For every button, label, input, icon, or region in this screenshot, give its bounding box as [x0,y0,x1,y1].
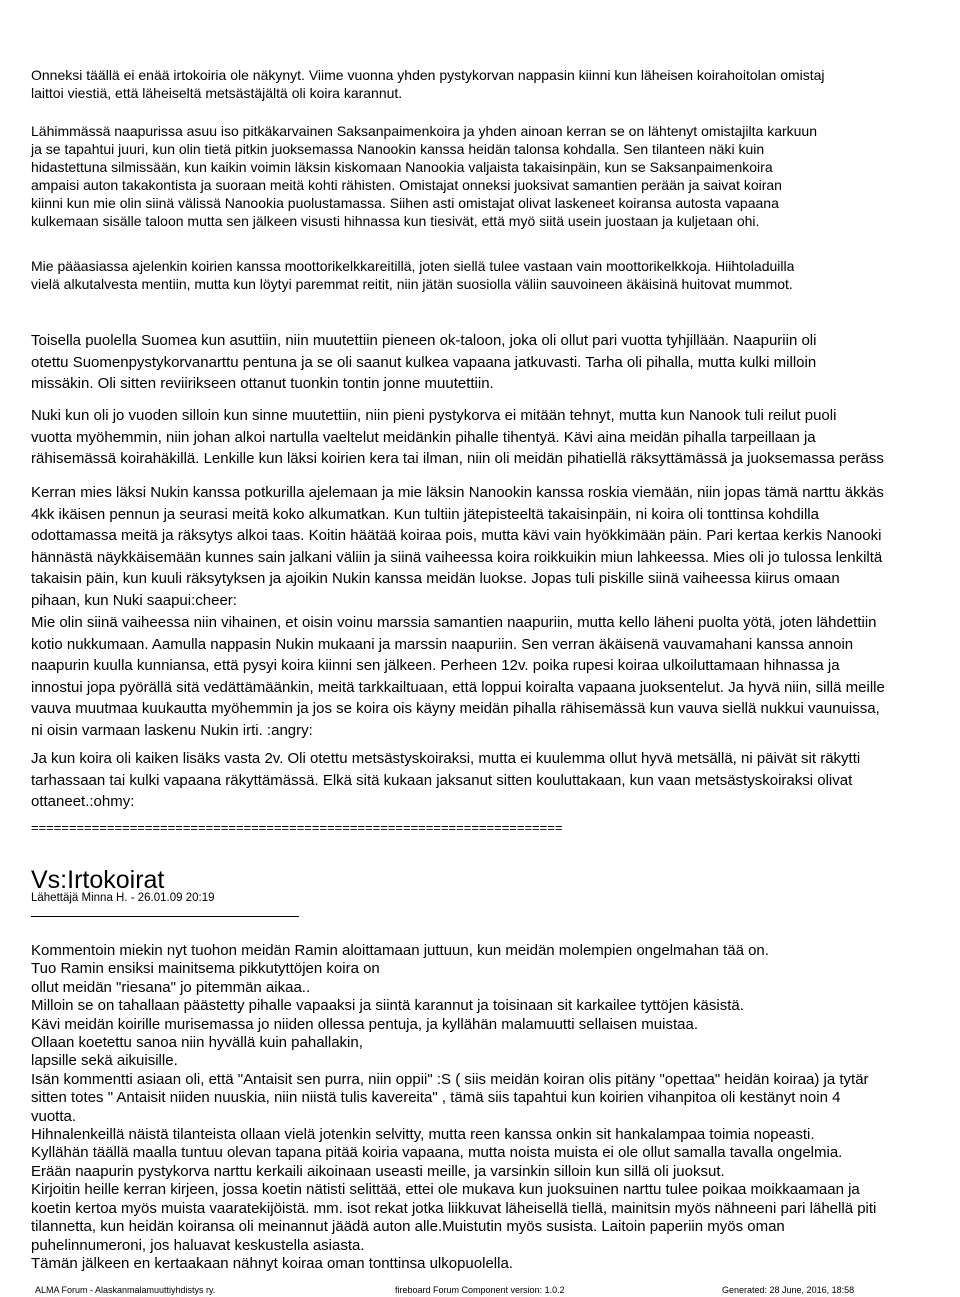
text-line: lapsille sekä aikuisille. [31,1052,178,1070]
text-line: puhelinnumeroni, jos haluavat keskustella asiasta. [31,1236,365,1254]
text-line: otettu Suomenpystykorvanarttu pentuna ja se oli saanut kulkea vapaana jatkuvasti. Tarha oli pihalla, mutta kulki milloin [31,353,817,371]
paragraph [31,122,817,230]
footer-right: Generated: 28 June, 2016, 18:58 [722,1285,855,1295]
text-line: Onneksi täällä ei enää irtokoiria ole näkynyt. Viime vuonna yhden pystykorvan nappasin kiinni kun läheisen koirahoitolan omistaj [31,67,825,83]
text-line: vauva muutmaa kuukautta myöhemmin ja jos se koira ois käyny meidän pihalla rähisemässä kun vauva siellä nukkui vaunuissa, [31,700,880,717]
text-line: innostui jopa pyörällä sitä vedättämäänkin, meitä tarkkailtuaan, että loppui koiralta vapaana juoksentelut. Ja hyvä niin, sillä meille [31,678,885,696]
text-line: Kyllähän täällä maalla tuntuu olevan tapana pitää koiria vapaana, mutta noista muista ei ole ollut samalla tavalla ongelmia. [31,1144,843,1162]
text-line: Tämän jälkeen en kertaakaan nähnyt koiraa oman tonttinsa ulkopuolella. [31,1254,513,1272]
text-line: naapurin kuulla kunniansa, että pysyi koira kiinni sen jälkeen. Perheen 12v. poika rupesi koiraa ulkoiluttamaan hihnassa ja [31,657,840,674]
text-line: laittoi viestiä, että läheiseltä metsästäjältä oli koira karannut. [31,85,403,101]
text-line: Milloin se on tahallaan päästetty pihalle vapaaksi ja siintä karannut ja toisinaan sit karkailee tyttöjen käsistä. [31,997,744,1015]
text-line: ja se tapahtui juuri, kun olin tietä pitkin juoksemassa Nanookin kanssa heidän talonsa kohdalla. Sen tilanteen näki kuin [31,141,765,157]
text-line: Kirjoitin heille kerran kirjeen, jossa koetin nätisti selittää, ettei ole mukava kun juoksuinen narttu tulee poikaa moikkaamaan ja [31,1181,860,1199]
text-line: pihaan, kun Nuki saapui:cheer: [31,591,237,609]
text-line: Hihnalenkeillä näistä tilanteista ollaan vielä jotenkin selvitty, mutta reen kanssa onkin sit hankalampaa toimia nopeasti. [31,1126,815,1144]
text-line: koetin kertoa myös muista vaaratekijöistä. mm. isot rekat jotka liikkuvat läheisellä tiellä, mainitsin myös nähneeni pari lähellä piti [31,1199,877,1217]
footer-left: ALMA Forum - Alaskanmalamuuttiyhdistys ry. [35,1285,216,1295]
post-divider [31,916,299,917]
text-line: odottamassa meitä ja räksytys alkoi taas. Koitin häätää koiraa pois, mutta kävi vain hyökkimään päin. Pari kertaa kerkis Nanooki [31,527,882,544]
text-line: Mie pääasiassa ajelenkin koirien kanssa moottorikelkkareitillä, joten siellä tulee vastaan vain moottorikelkkoja. Hiihtoladuilla [31,258,795,274]
text-line: tarhassaan tai kulki vapaana räkyttämässä. Elkä sitä kukaan jaksanut sitten kouluttakaan, kun vaan metsästyskoiraksi olivat [31,771,853,789]
text-line: Lähimmässä naapurissa asuu iso pitkäkarvainen Saksanpaimenkoira ja yhden ainoan kerran se on lähtenyt omistajilta karkuun [31,123,818,139]
separator-line: ====================================================================== [31,820,563,835]
text-line: kiinni kun mie olin siinä välissä Nanookia puolustamassa. Siihen asti omistajat olivat laskeneet koiransa autosta vapaana [31,195,779,211]
text-line: Nuki kun oli jo vuoden silloin kun sinne muutettiin, niin pieni pystykorva ei mitään tehnyt, mutta kun Nanook tuli reilut puoli [31,407,837,424]
text-line: Tuo Ramin ensiksi mainitsema pikkutyttöjen koira on [31,960,380,978]
text-line: ottaneet.:ohmy: [31,793,135,810]
footer-center: fireboard Forum Component version: 1.0.2 [395,1285,565,1295]
text-line: hännästä näykkäisemään kunnes sain jalkani väliin ja siinä vaiheessa koira roikkuikin miun lahkeessa. Mies oli jo tulossa lenkiltä [31,548,883,566]
text-line: takaisin päin, kun kuuli räksytyksen ja ajoikin Nukin kanssa meidän luokse. Jopas tuli piskille siinä vaiheessa kiirus omaan [31,570,840,587]
paragraph [31,612,885,741]
text-line: Erään naapurin pystykorva narttu kerkaili aikoinaan useasti meille, ja varsinkin silloin kun sillä oli juoksut. [31,1162,725,1180]
paragraph [31,482,884,611]
paragraph [31,942,876,1273]
text-line: vuotta. [31,1107,77,1125]
post-title: Vs:Irtokoirat [31,866,165,894]
text-line: rähisemässä koirahäkillä. Lenkille kun läksi koirien kera tai ilman, niin oli meidän pihatiellä räksyttämässä ja juoksemassa peräss [31,450,884,467]
text-line: tilannetta, kun heidän koiransa oli meinannut jäädä auton alle.Muistutin myös susista. Laitoin paperiin myös oman [31,1218,785,1236]
text-line: missäkin. Oli sitten reviirikseen ottanut tuonkin tontin jonne muutettiin. [31,375,494,392]
text-line: Kävi meidän koirille murisemassa jo niiden ollessa pentuja, ja kyllähän malamuutti sellaisen muistaa. [31,1015,698,1033]
paragraph [31,66,825,102]
text-line: vielä alkutalvesta mentiin, mutta kun löytyi paremmat reitit, niin jätän suosiolla väliin sauvoineen äkäisinä huitovat mummot. [31,276,793,292]
paragraph [31,748,860,813]
paragraph [31,405,884,470]
text-line: vuotta myöhemmin, niin johan alkoi nartulla vaeltelut meidänkin pihalle tihentyä. Kävi aina meidän pihalla tarpeillaan ja [31,428,816,446]
text-line: Kerran mies läksi Nukin kanssa potkurilla ajelemaan ja mie läksin Nanookin kanssa roskia viemään, niin jopas tämä narttu äkkäs [31,484,884,501]
text-line: Mie olin siinä vaiheessa niin vihainen, et oisin voinu marssia samantien naapuriin, mutta kello läheni puolta yötä, joten lähdettiin [31,614,877,631]
text-line: Toisella puolella Suomea kun asuttiin, niin muutettiin pieneen ok-taloon, joka oli ollut pari vuotta tyhjillään. Naapuriin oli [31,332,817,349]
paragraph [31,257,794,293]
text-line: hidastettuna silmissään, kun kaikin voimin läksin kiskomaan Nanookia valjaista takaisinpäin, kun se Saksanpaimenkoira [31,159,773,175]
text-line: kotio nukkumaan. Aamulla nappasin Nukin mukaani ja marssin naapuriin. Sen verran äkäisenä vauvamahani kanssa annoin [31,635,854,653]
text-line: ni oisin varmaan laskenu Nukin irti. :angry: [31,721,313,739]
text-line: Ja kun koira oli kaiken lisäks vasta 2v. Oli otettu metsästyskoiraksi, mutta ei kuulemma ollut hyvä metsällä, ni päivät sit räkytti [31,750,861,767]
text-line: Ollaan koetettu sanoa niin hyvällä kuin pahallakin, [31,1034,363,1052]
text-line: 4kk ikäisen pennun ja seurasi meitä koko alkumatkan. Kun tultiin jätepisteeltä takaisinpäin, ni koira oli tonttinsa kohdilla [31,505,819,523]
text-line: kulkemaan sisälle taloon mutta sen jälkeen visusti hihnassa kun tiesivät, että myö siitä usein juostaan ja kuljetaan ohi. [31,213,760,229]
text-line: ampaisi auton takakontista ja suoraan meitä kohti rähisten. Omistajat onneksi juoksivat samantien perään ja saivat koiran [31,177,782,193]
text-line: sitten totes " Antaisit niiden nuuskia, niin niistä tulis kavereita" , tämä siis tapahtui kun koirien vihanpitoa oli kestänyt noin 4 [31,1089,841,1107]
text-line: ollut meidän "riesana" jo pitemmän aikaa.. [31,978,311,996]
post-meta: Lähettäjä Minna H. - 26.01.09 20:19 [31,892,215,904]
paragraph [31,330,816,395]
text-line: Kommentoin miekin nyt tuohon meidän Ramin aloittamaan juttuun, kun meidän molempien ongelmahan tää on. [31,942,769,959]
text-line: Isän kommentti asiaan oli, että "Antaisit sen purra, niin oppii" :S ( siis meidän koiran olis pitäny "opettaa" heidän koiraa) ja tytär [31,1070,869,1088]
